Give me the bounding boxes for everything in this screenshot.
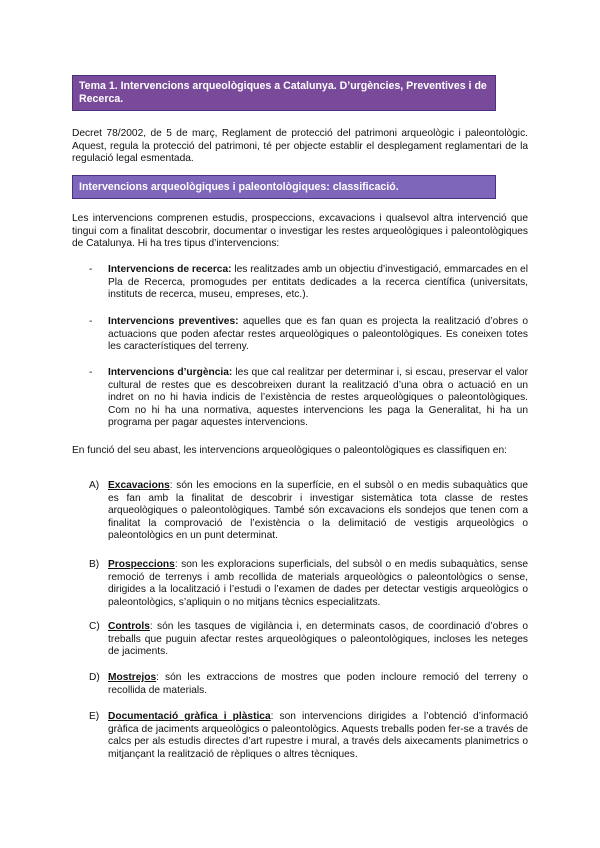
list-item-term: Documentació gràfica i plàstica [108,711,271,722]
classes-intro-paragraph: En funció del seu abast, les intervencions arqueològiques o paleontològiques es classifiquen en: [72,445,507,456]
list-item-urgencia [72,367,528,430]
list-item-text [108,559,528,609]
list-item-excavacions [72,480,528,543]
list-marker: A) [89,480,100,491]
list-item-description: : són les emocions en la superfície, en el subsòl o en medis subaquàtics que es fan amb la finalitat de descobrir i investigar sistemàtica tota classe de restes arqueològiques o paleontològiques. També són excavacions els sondejos que tenen com a finalitat la comprovació de l’existència o la delimitació de vestigis arqueològics o paleontològics en un punt determinat. [108,480,528,542]
list-marker: - [89,367,93,378]
section-title [72,175,496,199]
list-item-term: Intervencions d’urgència: [108,367,233,378]
types-intro-paragraph: Les intervencions comprenen estudis, prospeccions, excavacions i qualsevol altra intervenció que tingui com a finalitat descobrir, documentar o investigar les restes arqueològiques i paleontològiques de Catalunya. Hi ha tres tipus d’intervencions: [72,213,528,250]
list-item-documentacio [72,711,528,761]
list-item-term: Intervencions de recerca: [108,264,232,275]
list-marker: B) [89,559,100,570]
list-item-term: Prospeccions [108,559,175,570]
list-item-recerca [72,264,528,302]
list-item-text [108,367,528,430]
list-item-text [108,264,528,302]
list-item-preventives [72,316,528,354]
list-item-description: : són les tasques de vigilància i, en determinats casos, de coordinació d’obres o treballs que puguin afectar restes arqueològiques o paleontològiques, incloses les neteges de jaciments. [108,621,528,658]
list-item-text [108,711,528,761]
list-item-description: aquelles que es fan quan es projecta la realització d’obres o actuacions que poden afectar restes arqueològiques o paleontològiques. Es coneixen totes les característiques del terreny. [108,316,528,353]
section-title-text: Intervencions arqueològiques i paleontològiques: classificació. [79,181,399,193]
list-item-term: Intervencions preventives: [108,316,239,327]
list-marker: - [89,316,93,327]
list-marker: C) [89,621,100,632]
list-item-description: : són les extraccions de mostres que poden incloure remoció del terreny o recollida de materials. [108,672,528,696]
intro-paragraph: Decret 78/2002, de 5 de març, Reglament de protecció del patrimoni arqueològic i paleontològic. Aquest, regula la protecció del patrimoni, té per objecte establir el desplegament reglamentari de la regulació legal esmentada. [72,128,528,165]
list-item-controls [72,621,528,659]
list-item-text [108,621,528,659]
list-marker: D) [89,672,100,683]
list-item-mostrejos [72,672,528,697]
page-title [72,75,496,111]
list-item-text [108,672,528,697]
page-title-text: Tema 1. Intervencions arqueològiques a Catalunya. D’urgències, Preventives i de Recerca. [79,80,487,105]
list-item-term: Mostrejos [108,672,157,683]
list-marker: E) [89,711,100,722]
list-item-description: : son intervencions dirigides a l’obtenció d’informació gràfica de jaciments arqueològics o paleontològics. Aquests treballs poden fer-se a través de calcs per als estudis directes d’art rupestre i mural, a través dels aixecaments planimetrics o mitjançant la realització de rèpliques o altres tècniques. [108,711,528,760]
list-item-description: les que cal realitzar per determinar i, si escau, preservar el valor cultural de restes que es descobreixen durant la realització d’una obra o actuació en un indret on no hi havia indicis de l’existència de restes arqueològiques o paleontològiques. Com no hi ha una normativa, aquestes intervencions les paga la Generalitat, hi ha un programa per pagar aquestes intervencions. [108,367,528,429]
list-item-description: : son les exploracions superficials, del subsòl o en medis subaquàtics, sense remoció de terrenys i amb recollida de materials arqueològics o paleontològics o sense, dirigides a la localització i l’estudi o l’examen de dades per detectar vestigis arqueològics o paleontològics, s’apliquin o no mitjans tècnics especialitzats. [108,559,528,608]
list-item-text [108,480,528,543]
list-item-prospeccions [72,559,528,609]
list-item-term: Excavacions [108,480,170,491]
list-item-description: les realitzades amb un objectiu d’investigació, emmarcades en el Pla de Recerca, promogudes per entitats dedicades a la recerca científica (universitats, instituts de recerca, museu, empreses, etc.). [108,264,528,301]
list-marker: - [89,264,93,275]
list-item-term: Controls [108,621,150,632]
list-item-text [108,316,528,354]
